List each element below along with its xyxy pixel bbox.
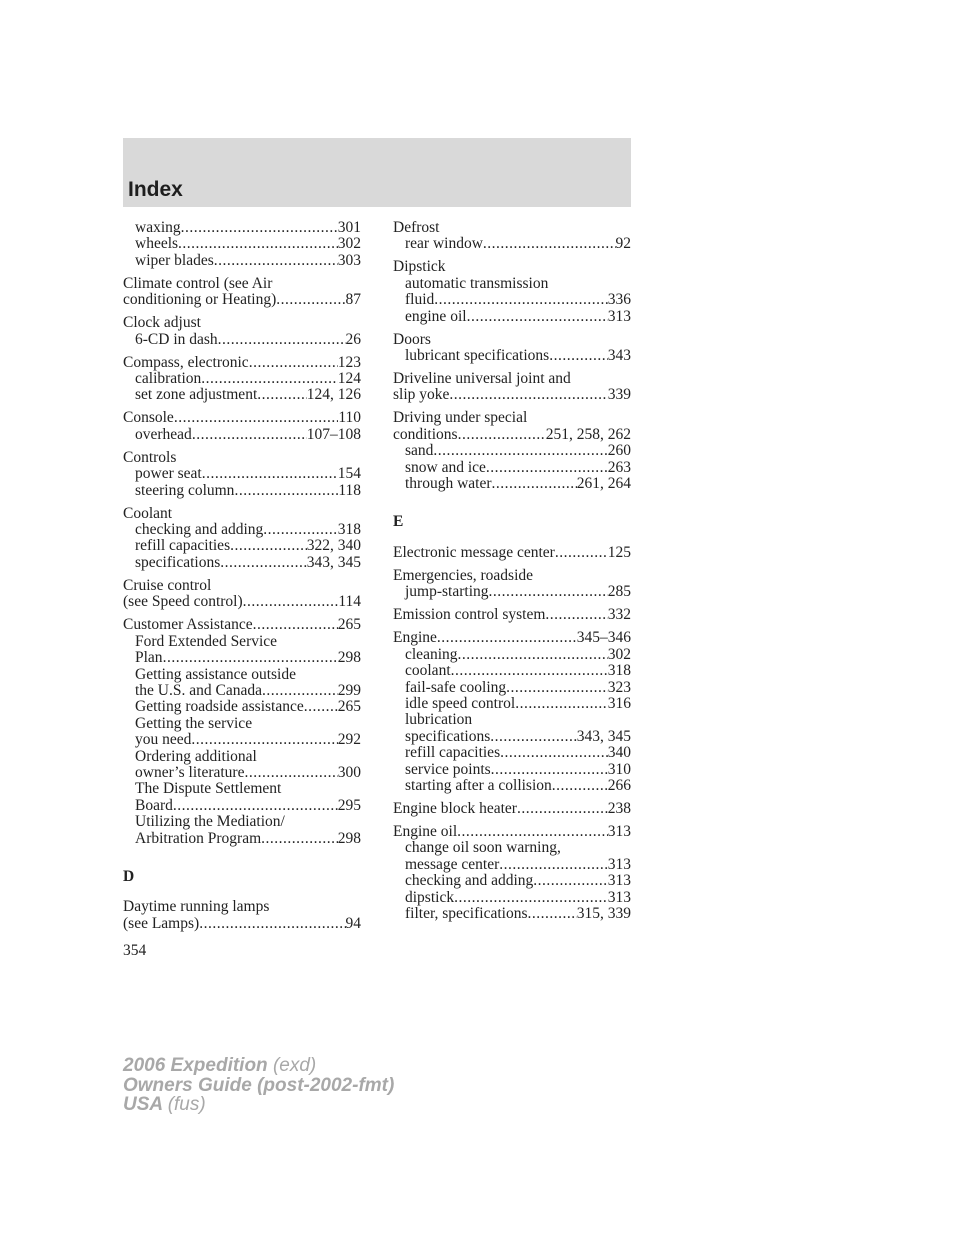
index-subentry xyxy=(123,749,361,765)
index-subentry xyxy=(123,236,361,252)
page-reference: 310 xyxy=(607,761,631,778)
index-subentry xyxy=(393,745,631,761)
page-reference: 322, 340 xyxy=(306,538,361,555)
index-subentry xyxy=(123,732,361,748)
dot-leader xyxy=(492,476,577,492)
dot-leader xyxy=(178,236,338,252)
dot-leader xyxy=(261,831,338,847)
entry-text: slip yoke xyxy=(393,387,450,404)
index-subentry xyxy=(123,781,361,797)
page-reference: 343, 345 xyxy=(306,554,361,571)
page-reference: 94 xyxy=(345,915,361,932)
index-column-right xyxy=(393,220,631,922)
page-reference: 295 xyxy=(337,797,361,814)
dot-leader xyxy=(458,647,608,663)
page-reference: 303 xyxy=(337,252,361,269)
page-reference: 263 xyxy=(607,459,631,476)
page-title: Index xyxy=(128,178,183,201)
dot-leader xyxy=(202,466,338,482)
index-subentry xyxy=(393,712,631,728)
page-reference: 340 xyxy=(607,745,631,762)
page-reference: 298 xyxy=(337,650,361,667)
entry-text: Doors xyxy=(393,331,431,348)
index-entry xyxy=(393,607,631,623)
entry-text: Board xyxy=(135,797,173,814)
entry-text: through water xyxy=(405,476,492,493)
page-reference: 323 xyxy=(607,679,631,696)
index-subentry xyxy=(123,798,361,814)
page-reference: 302 xyxy=(607,646,631,663)
dot-leader xyxy=(181,220,338,236)
index-subentry xyxy=(123,371,361,387)
index-entry xyxy=(393,220,631,236)
dot-leader xyxy=(201,371,337,387)
index-subentry xyxy=(123,555,361,571)
entry-text: Cruise control xyxy=(123,577,212,594)
index-entry xyxy=(123,899,361,915)
dot-leader xyxy=(220,555,307,571)
dot-leader xyxy=(163,650,338,666)
entry-text: change oil soon warning, xyxy=(405,840,561,857)
index-entry xyxy=(123,916,361,932)
entry-text: conditions xyxy=(393,426,458,443)
index-subentry xyxy=(393,460,631,476)
page-reference: 300 xyxy=(337,764,361,781)
index-subentry xyxy=(393,696,631,712)
index-subentry xyxy=(393,663,631,679)
dot-leader xyxy=(249,355,338,371)
page-reference: 315, 339 xyxy=(576,905,631,922)
dot-leader xyxy=(234,483,338,499)
index-subentry xyxy=(123,831,361,847)
index-entry xyxy=(123,450,361,466)
entry-text: cleaning xyxy=(405,646,458,663)
entry-text: you need xyxy=(135,732,192,749)
entry-text: Getting roadside assistance xyxy=(135,699,304,716)
dot-leader xyxy=(263,522,337,538)
page-reference: 92 xyxy=(615,236,631,253)
index-subentry xyxy=(393,762,631,778)
entry-text: Customer Assistance xyxy=(123,617,253,634)
dot-leader xyxy=(244,765,337,781)
entry-text: Engine oil xyxy=(393,823,458,840)
page-reference: 285 xyxy=(607,584,631,601)
entry-text: overhead xyxy=(135,426,192,443)
entry-text: Clock adjust xyxy=(123,315,201,332)
dot-leader xyxy=(552,778,608,794)
footer xyxy=(123,1056,394,1115)
page-reference: 260 xyxy=(607,443,631,460)
dot-leader xyxy=(218,332,346,348)
index-entry xyxy=(123,578,361,594)
index-entry xyxy=(123,594,361,610)
index-entry xyxy=(393,371,631,387)
page-reference: 313 xyxy=(607,856,631,873)
entry-text: Getting the service xyxy=(135,715,253,732)
dot-leader xyxy=(191,732,337,748)
page-reference: 107–108 xyxy=(306,426,361,443)
dot-leader xyxy=(483,236,616,252)
entry-text: Climate control (see Air xyxy=(123,275,273,292)
entry-text: wheels xyxy=(135,236,179,253)
dot-leader xyxy=(555,545,608,561)
entry-text: Compass, electronic xyxy=(123,354,249,371)
dot-leader xyxy=(515,696,608,712)
index-subentry xyxy=(123,538,361,554)
index-entry xyxy=(393,568,631,584)
page-reference: 339 xyxy=(607,387,631,404)
page-reference: 123 xyxy=(337,354,361,371)
page-reference: 302 xyxy=(337,236,361,253)
entry-text: snow and ice xyxy=(405,459,486,476)
entry-text: the U.S. and Canada xyxy=(135,682,262,699)
entry-text: Coolant xyxy=(123,505,173,522)
entry-text: Plan xyxy=(135,650,163,667)
dot-leader xyxy=(454,890,608,906)
index-subentry xyxy=(123,387,361,403)
index-subentry xyxy=(393,584,631,600)
dot-leader xyxy=(199,916,345,932)
entry-text: Dipstick xyxy=(393,259,446,276)
footer-line: 2006 Expedition (exd) xyxy=(123,1055,317,1076)
index-subentry xyxy=(393,309,631,325)
page-reference: 125 xyxy=(607,544,631,561)
entry-text: specifications xyxy=(135,554,221,571)
entry-text: lubrication xyxy=(405,712,473,729)
dot-leader xyxy=(506,680,608,696)
index-subentry xyxy=(123,466,361,482)
entry-text: (see Lamps) xyxy=(123,915,200,932)
dot-leader xyxy=(257,387,307,403)
entry-text: 6-CD in dash xyxy=(135,331,218,348)
entry-text: jump-starting xyxy=(405,584,489,601)
dot-leader xyxy=(499,857,608,873)
page-reference: 313 xyxy=(607,823,631,840)
page-reference: 343 xyxy=(607,348,631,365)
index-entry xyxy=(393,427,631,443)
index-entry xyxy=(393,259,631,275)
entry-text: automatic transmission xyxy=(405,275,549,292)
dot-leader xyxy=(192,427,307,443)
page-reference: 332 xyxy=(607,607,631,624)
entry-text: steering column xyxy=(135,482,235,499)
index-subentry xyxy=(393,443,631,459)
page-reference: 345–346 xyxy=(576,630,631,647)
dot-leader xyxy=(549,348,608,364)
entry-text: checking and adding xyxy=(405,873,534,890)
page-reference: 298 xyxy=(337,830,361,847)
index-subentry xyxy=(393,680,631,696)
entry-text: fail-safe cooling xyxy=(405,679,507,696)
index-subentry xyxy=(393,292,631,308)
page-reference: 154 xyxy=(337,466,361,483)
index-subentry xyxy=(123,650,361,666)
dot-leader xyxy=(433,443,607,459)
entry-text: rear window xyxy=(405,236,483,253)
dot-leader xyxy=(545,607,607,623)
index-subentry xyxy=(393,276,631,292)
index-subentry xyxy=(123,699,361,715)
page-reference: 292 xyxy=(337,732,361,749)
footer-line: Owners Guide (post-2002-fmt) xyxy=(123,1074,395,1096)
dot-leader xyxy=(449,387,607,403)
entry-text: Driveline universal joint and xyxy=(393,371,571,388)
entry-text: Emission control system xyxy=(393,607,546,624)
section-letter-heading: E xyxy=(393,513,404,531)
index-subentry xyxy=(393,778,631,794)
page-reference: 343, 345 xyxy=(576,728,631,745)
entry-text: set zone adjustment xyxy=(135,387,258,404)
header-band xyxy=(123,138,631,207)
entry-text: calibration xyxy=(135,371,202,388)
index-subentry xyxy=(393,840,631,856)
entry-text: conditioning or Heating) xyxy=(123,292,277,309)
page-reference: 313 xyxy=(607,308,631,325)
index-subentry xyxy=(393,236,631,252)
dot-leader xyxy=(527,906,576,922)
entry-text: waxing xyxy=(135,220,181,236)
dot-leader xyxy=(173,798,338,814)
page-reference: 110 xyxy=(338,410,361,427)
entry-text: Engine block heater xyxy=(393,800,517,817)
page-reference: 265 xyxy=(337,617,361,634)
entry-text: service points xyxy=(405,761,491,778)
page-reference: 124 xyxy=(337,371,361,388)
index-subentry xyxy=(123,634,361,650)
index-subentry xyxy=(123,765,361,781)
index-subentry xyxy=(393,647,631,663)
dot-leader xyxy=(243,594,339,610)
dot-leader xyxy=(491,762,608,778)
page-reference: 266 xyxy=(607,777,631,794)
index-entry xyxy=(123,355,361,371)
page-reference: 301 xyxy=(337,220,361,236)
page-reference: 238 xyxy=(607,800,631,817)
entry-text: owner’s literature xyxy=(135,764,245,781)
entry-text: filter, specifications xyxy=(405,905,528,922)
index-entry xyxy=(393,801,631,817)
entry-text: Electronic message center xyxy=(393,544,555,561)
index-subentry xyxy=(123,522,361,538)
dot-leader xyxy=(500,745,608,761)
entry-text: lubricant specifications xyxy=(405,348,550,365)
entry-text: Arbitration Program xyxy=(135,830,262,847)
entry-text: The Dispute Settlement xyxy=(135,781,282,798)
entry-text: message center xyxy=(405,856,500,873)
index-subentry xyxy=(123,253,361,269)
entry-text: starting after a collision xyxy=(405,777,552,794)
index-subentry xyxy=(123,220,361,236)
index-entry xyxy=(393,410,631,426)
entry-text: refill capacities xyxy=(405,745,501,762)
page-reference: 313 xyxy=(607,873,631,890)
index-column-left xyxy=(123,220,361,932)
index-subentry xyxy=(393,873,631,889)
entry-text: idle speed control xyxy=(405,695,516,712)
entry-text: Controls xyxy=(123,449,177,466)
page-reference: 26 xyxy=(345,331,361,348)
index-entry xyxy=(123,276,361,292)
page-reference: 114 xyxy=(338,594,361,611)
entry-text: Daytime running lamps xyxy=(123,899,270,916)
page-reference: 261, 264 xyxy=(576,476,631,493)
entry-text: sand xyxy=(405,443,434,460)
dot-leader xyxy=(517,801,608,817)
entry-text: engine oil xyxy=(405,308,467,325)
footer-line: USA (fus) xyxy=(123,1094,206,1115)
entry-text: wiper blades xyxy=(135,252,214,269)
index-entry xyxy=(123,506,361,522)
page-reference: 318 xyxy=(607,663,631,680)
dot-leader xyxy=(230,538,307,554)
index-subentry xyxy=(393,348,631,364)
entry-text: refill capacities xyxy=(135,538,231,555)
section-letter-heading: D xyxy=(123,867,135,885)
index-entry xyxy=(393,545,631,561)
entry-text: Driving under special xyxy=(393,410,528,427)
entry-text: Defrost xyxy=(393,220,440,236)
index-subentry xyxy=(123,814,361,830)
index-subentry xyxy=(123,667,361,683)
dot-leader xyxy=(486,460,608,476)
dot-leader xyxy=(467,309,608,325)
index-subentry xyxy=(393,906,631,922)
index-subentry xyxy=(123,683,361,699)
page-reference: 318 xyxy=(337,522,361,539)
entry-text: fluid xyxy=(405,292,435,309)
dot-leader xyxy=(304,699,338,715)
dot-leader xyxy=(174,410,339,426)
index-subentry xyxy=(393,729,631,745)
index-entry xyxy=(393,332,631,348)
index-subentry xyxy=(123,332,361,348)
entry-text: specifications xyxy=(405,728,491,745)
index-subentry xyxy=(123,427,361,443)
index-entry xyxy=(123,617,361,633)
index-subentry xyxy=(393,476,631,492)
page-reference: 251, 258, 262 xyxy=(545,426,631,443)
index-entry xyxy=(123,315,361,331)
dot-leader xyxy=(451,663,608,679)
page-reference: 118 xyxy=(338,482,361,499)
page-reference: 265 xyxy=(337,699,361,716)
dot-leader xyxy=(437,630,577,646)
dot-leader xyxy=(490,729,577,745)
dot-leader xyxy=(276,292,345,308)
page-reference: 124, 126 xyxy=(306,387,361,404)
page-reference: 316 xyxy=(607,695,631,712)
index-entry xyxy=(123,292,361,308)
dot-leader xyxy=(434,292,607,308)
entry-text: Engine xyxy=(393,630,437,647)
index-subentry xyxy=(393,890,631,906)
dot-leader xyxy=(457,824,608,840)
page-reference: 313 xyxy=(607,889,631,906)
dot-leader xyxy=(533,873,607,889)
entry-text: checking and adding xyxy=(135,522,264,539)
entry-text: Console xyxy=(123,410,174,427)
entry-text: dipstick xyxy=(405,889,455,906)
dot-leader xyxy=(253,617,338,633)
entry-text: (see Speed control) xyxy=(123,594,243,611)
dot-leader xyxy=(262,683,338,699)
page-number: 354 xyxy=(123,942,147,959)
index-subentry xyxy=(123,483,361,499)
dot-leader xyxy=(458,427,546,443)
entry-text: coolant xyxy=(405,663,451,680)
entry-text: Emergencies, roadside xyxy=(393,567,534,584)
index-subentry xyxy=(123,716,361,732)
entry-text: Getting assistance outside xyxy=(135,666,296,683)
index-entry xyxy=(393,387,631,403)
dot-leader xyxy=(489,584,608,600)
page-reference: 87 xyxy=(345,292,361,309)
entry-text: power seat xyxy=(135,466,202,483)
page-reference: 336 xyxy=(607,292,631,309)
entry-text: Ford Extended Service xyxy=(135,633,278,650)
entry-text: Utilizing the Mediation/ xyxy=(135,814,285,831)
entry-text: Ordering additional xyxy=(135,748,257,765)
page-reference: 299 xyxy=(337,682,361,699)
index-subentry xyxy=(393,857,631,873)
index-entry xyxy=(123,410,361,426)
index-entry xyxy=(393,630,631,646)
dot-leader xyxy=(214,253,338,269)
index-entry xyxy=(393,824,631,840)
